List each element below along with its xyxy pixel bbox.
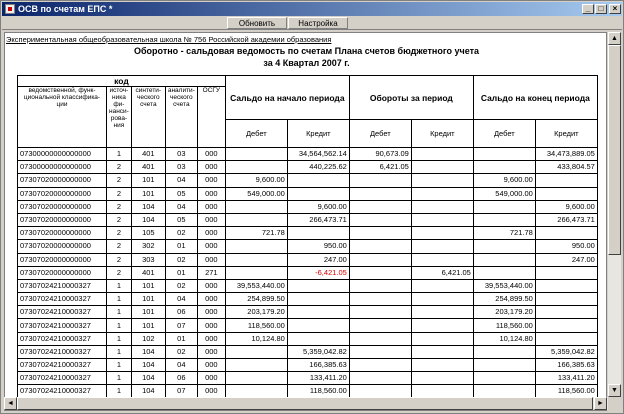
cell-synthetic: 104: [131, 345, 165, 358]
cell-synthetic: 302: [131, 240, 165, 253]
cell-source: 1: [107, 359, 132, 372]
table-row[interactable]: [18, 306, 598, 319]
cell-turn-debit: [349, 279, 411, 292]
cell-synthetic: 101: [131, 293, 165, 306]
cell-turn-debit: [349, 266, 411, 279]
header-analytic: аналити-ческого счета: [165, 87, 197, 148]
close-button[interactable]: ×: [609, 4, 621, 14]
cell-synthetic: 101: [131, 187, 165, 200]
table-row[interactable]: [18, 345, 598, 358]
cell-end-credit: 118,560.00: [535, 385, 597, 398]
header-turnover: Обороты за период: [349, 76, 473, 120]
table-row[interactable]: [18, 359, 598, 372]
cell-turn-credit: [411, 253, 473, 266]
cell-turn-credit: [411, 332, 473, 345]
cell-end-credit: 950.00: [535, 240, 597, 253]
cell-source: 2: [107, 240, 132, 253]
cell-start-credit: [287, 319, 349, 332]
horizontal-scrollbar[interactable]: [4, 397, 608, 410]
cell-start-credit: 34,564,562.14: [287, 148, 349, 161]
cell-synthetic: 401: [131, 161, 165, 174]
cell-end-debit: 203,179.20: [473, 306, 535, 319]
cell-end-credit: [535, 279, 597, 292]
cell-start-credit: 133,411.20: [287, 372, 349, 385]
cell-source: 2: [107, 266, 132, 279]
cell-start-credit: 950.00: [287, 240, 349, 253]
cell-turn-debit: [349, 372, 411, 385]
cell-end-debit: 118,560.00: [473, 319, 535, 332]
cell-source: 2: [107, 174, 132, 187]
cell-start-credit: [287, 187, 349, 200]
cell-end-debit: 254,899.50: [473, 293, 535, 306]
cell-turn-debit: [349, 240, 411, 253]
cell-end-debit: [473, 148, 535, 161]
header-source: источ-ника фи-нанси-рова-ния: [107, 87, 132, 148]
cell-end-credit: 266,473.71: [535, 213, 597, 226]
table-row[interactable]: [18, 253, 598, 266]
cell-vedom: 07300000000000000: [18, 148, 107, 161]
cell-end-debit: 549,000.00: [473, 187, 535, 200]
cell-end-credit: 34,473,889.05: [535, 148, 597, 161]
cell-osgu: 000: [197, 372, 225, 385]
cell-turn-credit: 6,421.05: [411, 266, 473, 279]
cell-start-debit: [225, 359, 287, 372]
cell-source: 2: [107, 213, 132, 226]
table-row[interactable]: [18, 161, 598, 174]
cell-osgu: 000: [197, 161, 225, 174]
cell-analytic: 02: [165, 253, 197, 266]
cell-analytic: 02: [165, 227, 197, 240]
cell-turn-debit: [349, 187, 411, 200]
cell-start-debit: 39,553,440.00: [225, 279, 287, 292]
cell-vedom: 07307024210000327: [18, 372, 107, 385]
balance-table: [17, 75, 598, 399]
cell-end-credit: [535, 187, 597, 200]
cell-end-credit: 247.00: [535, 253, 597, 266]
cell-osgu: 000: [197, 200, 225, 213]
cell-analytic: 07: [165, 385, 197, 398]
cell-end-credit: [535, 319, 597, 332]
report-period: за 4 Квартал 2007 г.: [263, 58, 350, 68]
cell-vedom: 07307024210000327: [18, 306, 107, 319]
header-end-balance: Сальдо на конец периода: [473, 76, 597, 120]
cell-turn-debit: [349, 200, 411, 213]
cell-synthetic: 101: [131, 306, 165, 319]
cell-turn-credit: [411, 306, 473, 319]
cell-end-credit: 433,804.57: [535, 161, 597, 174]
cell-vedom: 07307024210000327: [18, 359, 107, 372]
cell-synthetic: 104: [131, 372, 165, 385]
cell-start-debit: 118,560.00: [225, 319, 287, 332]
header-debit: Дебет: [473, 120, 535, 148]
header-credit: Кредит: [535, 120, 597, 148]
cell-turn-debit: [349, 319, 411, 332]
cell-source: 2: [107, 187, 132, 200]
cell-analytic: 01: [165, 332, 197, 345]
cell-synthetic: 104: [131, 359, 165, 372]
cell-turn-debit: [349, 227, 411, 240]
horizontal-scroll-thumb[interactable]: [17, 397, 593, 410]
school-name: Экспериментальная общеобразовательная школа № 756 Российской академии образования: [6, 35, 332, 44]
cell-vedom: 07307020000000000: [18, 187, 107, 200]
cell-end-credit: [535, 293, 597, 306]
table-row[interactable]: [18, 279, 598, 292]
cell-vedom: 07307020000000000: [18, 213, 107, 226]
cell-osgu: 000: [197, 293, 225, 306]
cell-analytic: 01: [165, 240, 197, 253]
header-credit: Кредит: [287, 120, 349, 148]
cell-analytic: 07: [165, 319, 197, 332]
cell-osgu: 000: [197, 359, 225, 372]
cell-analytic: 06: [165, 306, 197, 319]
cell-osgu: 000: [197, 279, 225, 292]
cell-start-credit: 266,473.71: [287, 213, 349, 226]
cell-turn-credit: [411, 213, 473, 226]
table-row[interactable]: [18, 200, 598, 213]
cell-osgu: 000: [197, 385, 225, 398]
cell-start-credit: [287, 174, 349, 187]
cell-turn-debit: [349, 306, 411, 319]
cell-turn-credit: [411, 359, 473, 372]
cell-turn-credit: [411, 372, 473, 385]
table-row[interactable]: [18, 240, 598, 253]
scroll-left-icon[interactable]: ◄: [4, 397, 17, 410]
cell-end-credit: [535, 306, 597, 319]
vertical-scrollbar[interactable]: [608, 32, 621, 397]
cell-vedom: 07307024210000327: [18, 345, 107, 358]
cell-start-credit: [287, 306, 349, 319]
cell-start-debit: [225, 161, 287, 174]
cell-turn-debit: [349, 174, 411, 187]
cell-start-debit: [225, 240, 287, 253]
cell-turn-credit: [411, 345, 473, 358]
cell-analytic: 05: [165, 187, 197, 200]
table-row[interactable]: [18, 266, 598, 279]
cell-vedom: 07307020000000000: [18, 253, 107, 266]
cell-start-credit: [287, 227, 349, 240]
cell-synthetic: 401: [131, 266, 165, 279]
cell-source: 1: [107, 148, 132, 161]
cell-turn-debit: [349, 213, 411, 226]
scroll-up-icon[interactable]: ▲: [608, 32, 621, 45]
cell-source: 1: [107, 293, 132, 306]
cell-source: 1: [107, 372, 132, 385]
minimize-button[interactable]: _: [582, 4, 594, 14]
cell-synthetic: 303: [131, 253, 165, 266]
cell-vedom: 07307020000000000: [18, 240, 107, 253]
cell-start-credit: 166,385.63: [287, 359, 349, 372]
cell-osgu: 000: [197, 306, 225, 319]
cell-osgu: 000: [197, 187, 225, 200]
cell-end-debit: [473, 253, 535, 266]
app-icon: [5, 4, 15, 14]
cell-start-credit: 440,225.62: [287, 161, 349, 174]
cell-start-debit: [225, 253, 287, 266]
refresh-button[interactable]: Обновить: [227, 17, 287, 29]
cell-end-debit: [473, 266, 535, 279]
cell-vedom: 07307024210000327: [18, 293, 107, 306]
cell-turn-debit: [349, 345, 411, 358]
cell-analytic: 05: [165, 213, 197, 226]
cell-start-credit: [287, 279, 349, 292]
cell-turn-credit: [411, 319, 473, 332]
cell-synthetic: 104: [131, 385, 165, 398]
cell-osgu: 000: [197, 240, 225, 253]
table-row[interactable]: [18, 293, 598, 306]
table-row[interactable]: [18, 148, 598, 161]
cell-end-credit: [535, 227, 597, 240]
cell-vedom: 07307020000000000: [18, 266, 107, 279]
cell-start-credit: [287, 332, 349, 345]
cell-analytic: 02: [165, 279, 197, 292]
vertical-scroll-thumb[interactable]: [608, 45, 621, 255]
header-start-balance: Сальдо на начало периода: [225, 76, 349, 120]
cell-turn-credit: [411, 161, 473, 174]
report-area: [4, 32, 607, 411]
header-kod: код: [18, 76, 226, 87]
cell-end-debit: [473, 240, 535, 253]
cell-synthetic: 101: [131, 319, 165, 332]
header-osgu: ОСГУ: [197, 87, 225, 148]
cell-turn-debit: [349, 293, 411, 306]
cell-start-debit: 549,000.00: [225, 187, 287, 200]
cell-analytic: 03: [165, 148, 197, 161]
cell-turn-credit: [411, 200, 473, 213]
cell-end-debit: [473, 372, 535, 385]
cell-start-debit: [225, 200, 287, 213]
cell-start-credit: 118,560.00: [287, 385, 349, 398]
cell-analytic: 04: [165, 200, 197, 213]
header-debit: Дебет: [225, 120, 287, 148]
cell-start-debit: 721.78: [225, 227, 287, 240]
cell-vedom: 07300000000000000: [18, 161, 107, 174]
cell-turn-debit: 90,673.09: [349, 148, 411, 161]
cell-turn-debit: [349, 332, 411, 345]
cell-end-debit: 9,600.00: [473, 174, 535, 187]
cell-synthetic: 101: [131, 174, 165, 187]
cell-start-debit: 203,179.20: [225, 306, 287, 319]
cell-synthetic: 105: [131, 227, 165, 240]
table-row[interactable]: [18, 332, 598, 345]
header-debit: Дебет: [349, 120, 411, 148]
cell-end-debit: [473, 200, 535, 213]
cell-synthetic: 104: [131, 200, 165, 213]
cell-turn-credit: [411, 187, 473, 200]
cell-end-debit: [473, 359, 535, 372]
cell-start-debit: 254,899.50: [225, 293, 287, 306]
cell-start-debit: [225, 266, 287, 279]
cell-source: 2: [107, 227, 132, 240]
header-synthetic: синтети-ческого счета: [131, 87, 165, 148]
cell-analytic: 01: [165, 266, 197, 279]
cell-start-credit: 5,359,042.82: [287, 345, 349, 358]
cell-synthetic: 102: [131, 332, 165, 345]
cell-start-credit: 247.00: [287, 253, 349, 266]
cell-vedom: 07307024210000327: [18, 385, 107, 398]
table-row[interactable]: [18, 174, 598, 187]
table-row[interactable]: [18, 187, 598, 200]
header-vedom: ведомственной, функ-циональной классифика-ции: [18, 87, 107, 148]
cell-source: 1: [107, 385, 132, 398]
cell-source: 1: [107, 306, 132, 319]
cell-analytic: 04: [165, 293, 197, 306]
cell-end-debit: [473, 345, 535, 358]
cell-end-debit: 721.78: [473, 227, 535, 240]
table-row[interactable]: [18, 319, 598, 332]
cell-analytic: 06: [165, 372, 197, 385]
cell-turn-credit: [411, 293, 473, 306]
cell-end-debit: 39,553,440.00: [473, 279, 535, 292]
cell-start-credit: -6,421.05: [287, 266, 349, 279]
cell-analytic: 04: [165, 174, 197, 187]
cell-source: 2: [107, 161, 132, 174]
table-row[interactable]: [18, 213, 598, 226]
cell-source: 1: [107, 332, 132, 345]
cell-osgu: 000: [197, 319, 225, 332]
cell-start-debit: [225, 148, 287, 161]
title-bar[interactable]: [2, 2, 622, 16]
cell-osgu: 000: [197, 253, 225, 266]
cell-source: 1: [107, 345, 132, 358]
cell-osgu: 000: [197, 213, 225, 226]
cell-start-debit: [225, 345, 287, 358]
cell-turn-credit: [411, 279, 473, 292]
cell-end-credit: 5,359,042.82: [535, 345, 597, 358]
header-credit: Кредит: [411, 120, 473, 148]
cell-start-credit: 9,600.00: [287, 200, 349, 213]
cell-osgu: 000: [197, 148, 225, 161]
cell-osgu: 000: [197, 332, 225, 345]
cell-vedom: 07307024210000327: [18, 279, 107, 292]
cell-start-credit: [287, 293, 349, 306]
cell-start-debit: 10,124.80: [225, 332, 287, 345]
cell-source: 2: [107, 253, 132, 266]
cell-end-credit: [535, 266, 597, 279]
cell-end-debit: 10,124.80: [473, 332, 535, 345]
cell-turn-debit: 6,421.05: [349, 161, 411, 174]
settings-button[interactable]: Настройка: [288, 17, 348, 29]
cell-osgu: 000: [197, 345, 225, 358]
cell-analytic: 03: [165, 161, 197, 174]
cell-turn-credit: [411, 227, 473, 240]
cell-vedom: 07307020000000000: [18, 200, 107, 213]
cell-end-credit: 166,385.63: [535, 359, 597, 372]
cell-end-credit: [535, 332, 597, 345]
cell-start-debit: 9,600.00: [225, 174, 287, 187]
maximize-button[interactable]: □: [595, 4, 607, 14]
cell-vedom: 07307020000000000: [18, 174, 107, 187]
table-row[interactable]: [18, 372, 598, 385]
cell-synthetic: 101: [131, 279, 165, 292]
cell-analytic: 04: [165, 359, 197, 372]
scroll-down-icon[interactable]: ▼: [608, 384, 621, 397]
cell-vedom: 07307024210000327: [18, 332, 107, 345]
table-row[interactable]: [18, 227, 598, 240]
cell-source: 2: [107, 200, 132, 213]
cell-turn-debit: [349, 253, 411, 266]
window-title: ОСВ по счетам ЕПС *: [18, 4, 113, 14]
report-title: Оборотно - сальдовая ведомость по счетам Плана счетов бюджетного учета: [133, 46, 479, 56]
cell-vedom: 07307024210000327: [18, 319, 107, 332]
cell-turn-credit: [411, 240, 473, 253]
cell-start-debit: [225, 213, 287, 226]
cell-osgu: 000: [197, 227, 225, 240]
cell-analytic: 02: [165, 345, 197, 358]
cell-start-debit: [225, 372, 287, 385]
cell-source: 1: [107, 319, 132, 332]
cell-vedom: 07307020000000000: [18, 227, 107, 240]
cell-end-credit: 9,600.00: [535, 200, 597, 213]
cell-turn-credit: [411, 148, 473, 161]
cell-source: 1: [107, 279, 132, 292]
cell-turn-credit: [411, 174, 473, 187]
cell-end-credit: 133,411.20: [535, 372, 597, 385]
cell-end-debit: [473, 161, 535, 174]
cell-synthetic: 104: [131, 213, 165, 226]
cell-osgu: 000: [197, 174, 225, 187]
toolbar: [2, 16, 622, 30]
cell-turn-debit: [349, 359, 411, 372]
cell-synthetic: 401: [131, 148, 165, 161]
cell-end-debit: [473, 213, 535, 226]
scroll-right-icon[interactable]: ►: [594, 397, 607, 410]
cell-osgu: 271: [197, 266, 225, 279]
cell-end-credit: [535, 174, 597, 187]
